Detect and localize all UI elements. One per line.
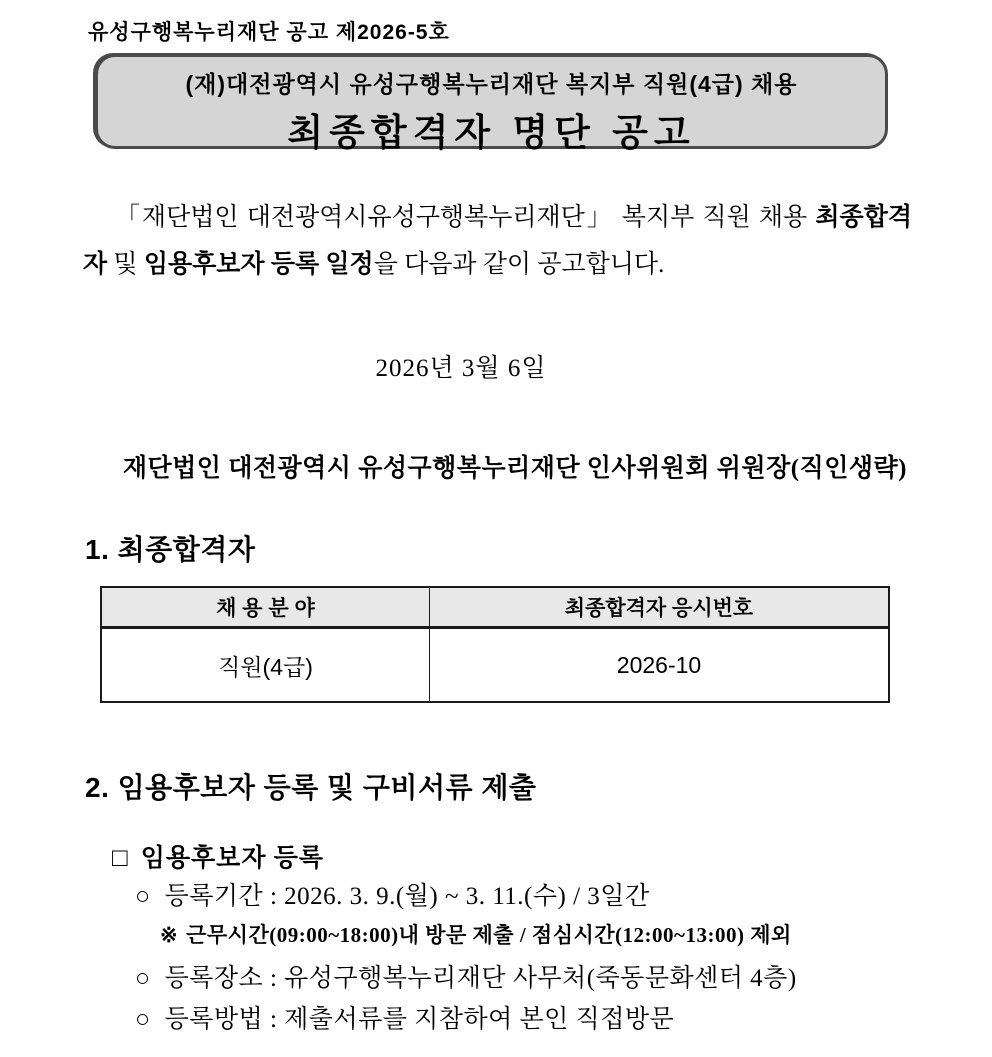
list-item-text: 등록방법 : 제출서류를 지참하여 본인 직접방문	[164, 1006, 675, 1033]
title-main: 최종합격자 명단 공고	[287, 112, 696, 153]
intro-text-1: 「재단법인 대전광역시유성구행복누리재단」 복지부 직원 채용	[115, 204, 816, 231]
table-header-applicant-number: 최종합격자 응시번호	[430, 587, 890, 628]
list-item-registration-period	[135, 876, 650, 912]
list-item-text: 근무시간(09:00~18:00)내 방문 제출 / 점심시간(12:00~13:00) 제외	[186, 923, 792, 947]
list-item-working-hours-note	[160, 919, 792, 949]
intro-bold-1: 최종합격자	[83, 204, 912, 278]
notice-number: 유성구행복누리재단 공고 제2026-5호	[88, 21, 450, 44]
list-item-text: 등록장소 : 유성구행복누리재단 사무처(죽동문화센터 4층)	[164, 965, 797, 992]
table-header-row	[101, 587, 889, 628]
cell-recruit-field: 직원(4급)	[101, 628, 430, 703]
circle-bullet-icon: ○	[135, 1006, 151, 1033]
section2-heading: 2. 임용후보자 등록 및 구비서류 제출	[85, 772, 537, 803]
final-pass-table	[100, 586, 890, 703]
title-box	[95, 54, 888, 153]
table-header-recruit-field: 채 용 분 야	[101, 587, 430, 628]
list-item-registration-method	[135, 999, 674, 1035]
circle-bullet-icon: ○	[135, 965, 151, 992]
list-item-registration-place	[135, 958, 797, 994]
subsection-heading	[112, 838, 324, 874]
list-item-text: 등록기간 : 2026. 3. 9.(월) ~ 3. 11.(수) / 3일간	[164, 883, 650, 910]
intro-bold-2: 임용후보자 등록 일정	[143, 251, 374, 278]
table-row	[101, 628, 889, 703]
title-subtitle: (재)대전광역시 유성구행복누리재단 복지부 직원(4급) 채용	[185, 71, 798, 97]
circle-bullet-icon: ○	[135, 883, 151, 910]
reference-mark-icon: ※	[160, 923, 179, 947]
announcement-date: 2026년 3월 6일	[375, 355, 547, 382]
intro-text-2: 및	[107, 251, 144, 278]
intro-paragraph	[83, 194, 912, 288]
section1-heading: 1. 최종합격자	[85, 534, 256, 565]
square-bullet-icon: □	[112, 843, 129, 872]
signature-line: 재단법인 대전광역시 유성구행복누리재단 인사위원회 위원장(직인생략)	[122, 455, 907, 482]
cell-applicant-number: 2026-10	[430, 628, 890, 703]
subsection-heading-label: 임용후보자 등록	[140, 845, 325, 872]
intro-text-3: 을 다음과 같이 공고합니다.	[373, 251, 665, 278]
